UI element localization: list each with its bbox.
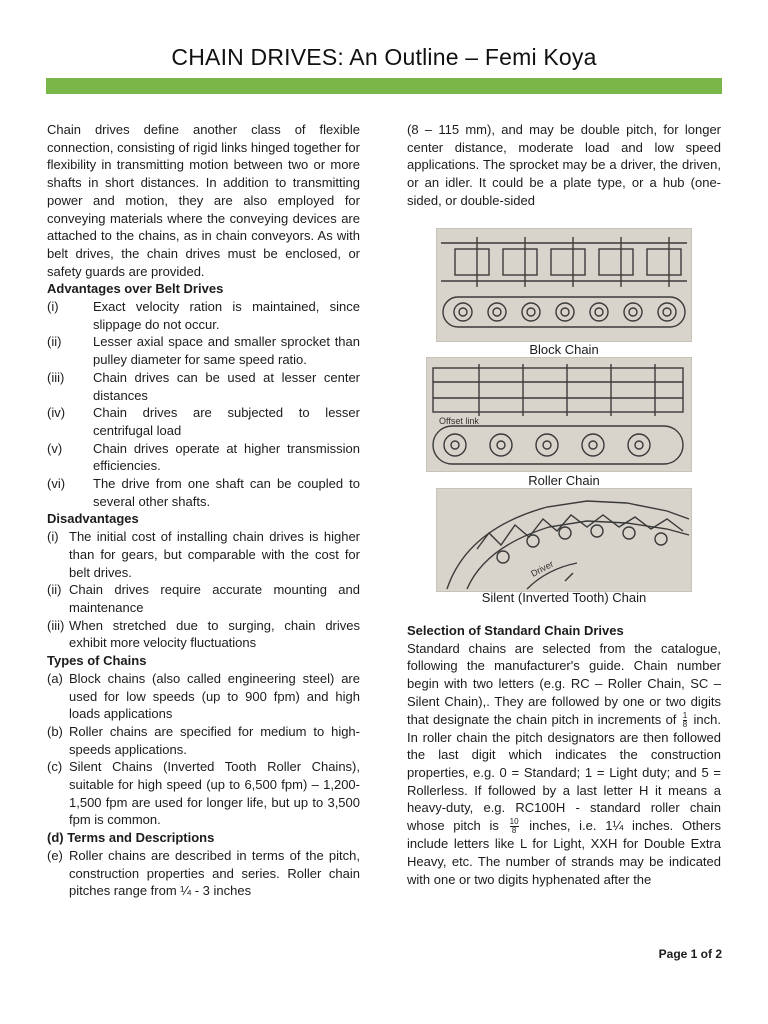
item-text: Chain drives can be used at lesser center distances bbox=[93, 369, 360, 403]
item-text: Roller chains are specified for medium to high-speeds applications. bbox=[69, 723, 360, 757]
terms-heading: (d) Terms and Descriptions bbox=[47, 830, 215, 846]
block-chain-drawing bbox=[437, 229, 691, 341]
item-number: (v) bbox=[47, 440, 63, 456]
item-number: (ii) bbox=[47, 334, 62, 350]
selection-text-part1: Standard chains are selected from the catalogue, following the manufacturer's guide. Chain number begin with two letters (e.g. RC – Roller Chain, SC – Silent Chain),. They are followed by one or two digits that designate the chain pitch in increments of bbox=[407, 640, 721, 727]
item-text: Roller chains are described in terms of the pitch, construction properties and series. Roller chain pitches range from ¼ - 3 inches bbox=[69, 847, 360, 899]
item-text: Silent Chains (Inverted Tooth Roller Chains), suitable for high speed (up to 6,500 fpm) – 1,200-1,500 fpm are used for longer life, but up to 3,500 fpm is common. bbox=[69, 759, 360, 828]
advantage-item bbox=[47, 440, 360, 475]
advantage-item bbox=[47, 369, 360, 404]
types-heading: Types of Chains bbox=[47, 653, 147, 669]
disadvantage-item bbox=[47, 528, 360, 581]
driver-label: Driver bbox=[529, 558, 556, 579]
selection-text-part2: inch. In roller chain the pitch designators are then followed the last digit which indicates the construction properties, e.g. 0 = Standard; 1 = Light duty; and 5 = Rollerless. If followed by a last letter H it means a heavy-duty, e.g. RC100H - standard roller chain whose pitch is bbox=[407, 711, 721, 834]
item-number: (e) bbox=[47, 847, 63, 863]
silent-chain-caption: Silent (Inverted Tooth) Chain bbox=[481, 590, 647, 605]
terms-item bbox=[47, 847, 360, 900]
title-underline-bar bbox=[46, 78, 722, 94]
item-number: (iii) bbox=[47, 617, 65, 633]
item-text: Chain drives require accurate mounting and maintenance bbox=[69, 582, 360, 615]
selection-text-part3: inches, i.e. 1¼ inches. Others include letters like L for Light, XXH for Double Extra Heavy, etc. The number of strands may be indicated with one or two digits hyphenated after the bbox=[407, 818, 721, 887]
item-text: Chain drives are subjected to lesser centrifugal load bbox=[93, 405, 360, 438]
item-number: (iv) bbox=[47, 405, 66, 421]
type-item bbox=[47, 670, 360, 723]
item-number: (i) bbox=[47, 299, 59, 315]
item-text: Lesser axial space and smaller sprocket than pulley diameter for same speed ratio. bbox=[93, 334, 360, 368]
item-number: (c) bbox=[47, 759, 63, 775]
item-text: The drive from one shaft can be coupled to several other shafts. bbox=[93, 476, 360, 509]
intro-paragraph: Chain drives define another class of flexible connection, consisting of rigid links hinged together for flexibility in transmitting motion between two or more shafts in short distances. In addition to transmitting power and motion, they are also employed for conveying materials where the conveying devices are attached to the chains, as in chain conveyors. As with belt drives, the chain drives must be enclosed, or safety guards are provided. bbox=[47, 122, 360, 279]
selection-paragraph bbox=[407, 640, 721, 889]
advantage-item bbox=[47, 404, 360, 439]
fraction-one-eighth bbox=[683, 712, 687, 729]
page-title: CHAIN DRIVES: An Outline – Femi Koya bbox=[171, 44, 597, 70]
advantages-heading: Advantages over Belt Drives bbox=[47, 281, 224, 297]
item-text: Exact velocity ration is maintained, since slippage do not occur. bbox=[93, 299, 360, 332]
fraction-numerator: 1 bbox=[682, 710, 688, 720]
type-item bbox=[47, 758, 360, 829]
advantage-item bbox=[47, 298, 360, 333]
item-number: (i) bbox=[47, 529, 59, 545]
page-number: Page 1 of 2 bbox=[658, 947, 722, 961]
advantage-item bbox=[47, 475, 360, 510]
item-number: (b) bbox=[47, 723, 63, 739]
block-chain-caption: Block Chain bbox=[529, 342, 599, 357]
item-number: (vi) bbox=[47, 476, 66, 492]
item-text: Chain drives operate at higher transmission efficiencies. bbox=[93, 440, 360, 474]
item-text: When stretched due to surging, chain drives exhibit more velocity fluctuations bbox=[69, 617, 360, 651]
silent-chain-image bbox=[436, 488, 692, 592]
roller-chain-drawing bbox=[427, 358, 691, 471]
selection-heading: Selection of Standard Chain Drives bbox=[407, 623, 624, 638]
offset-link-label: Offset link bbox=[439, 416, 479, 426]
item-text: The initial cost of installing chain drives is higher than for gears, but comparable with the cost for belt drives. bbox=[69, 529, 360, 580]
fraction-ten-eighths bbox=[510, 818, 519, 835]
selection-section bbox=[407, 622, 721, 888]
advantage-item bbox=[47, 333, 360, 368]
silent-chain-drawing bbox=[437, 489, 691, 591]
left-column bbox=[47, 121, 360, 900]
item-number: (iii) bbox=[47, 369, 65, 385]
fraction-denominator: 8 bbox=[511, 826, 517, 836]
item-text: Block chains (also called engineering steel) are used for low speeds (up to 900 fpm) and high loads applications bbox=[69, 670, 360, 722]
item-number: (a) bbox=[47, 670, 63, 686]
fraction-numerator: 10 bbox=[509, 817, 519, 827]
fraction-denominator: 8 bbox=[682, 719, 688, 729]
disadvantage-item bbox=[47, 581, 360, 616]
disadvantage-item bbox=[47, 617, 360, 652]
type-item bbox=[47, 723, 360, 758]
right-column-top bbox=[407, 121, 721, 210]
block-chain-image bbox=[436, 228, 692, 342]
disadvantages-heading: Disadvantages bbox=[47, 511, 139, 527]
roller-chain-image bbox=[426, 357, 692, 472]
sprocket-paragraph: (8 – 115 mm), and may be double pitch, for longer center distance, moderate load and low speed applications. The sprocket may be a driver, the driven, or an idler. It could be a plate type, or a hub (one-sided, or double-sided bbox=[407, 122, 721, 208]
roller-chain-caption: Roller Chain bbox=[528, 473, 600, 488]
item-number: (ii) bbox=[47, 582, 62, 598]
